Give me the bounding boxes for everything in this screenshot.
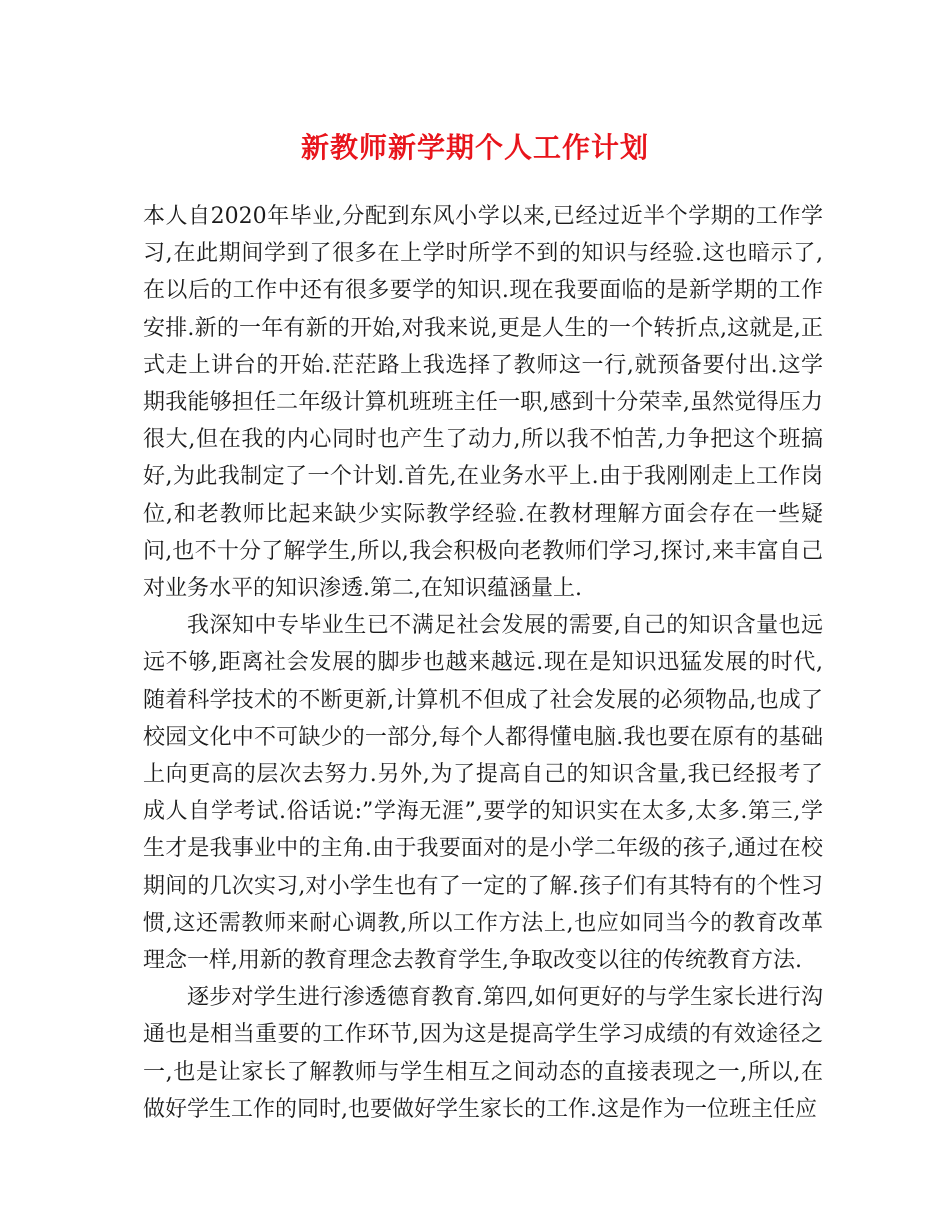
paragraph-1: 本人自2020年毕业,分配到东风小学以来,已经过近半个学期的工作学习,在此期间学到了很多在上学时所学不到的知识与经验.这也暗示了,在以后的工作中还有很多要学的知识.现在我要面临的是新学期的工作安排.新的一年有新的开始,对我来说,更是人生的一个转折点,这就是,正式走上讲台的开始.茫茫路上我选择了教师这一行,就预备要付出.这学期我能够担任二年级计算机班班主任一职,感到十分荣幸,虽然觉得压力很大,但在我的内心同时也产生了动力,所以我不怕苦,力争把这个班搞好,为此我制定了一个计划.首先,在业务水平上.由于我刚刚走上工作岗位,和老教师比起来缺少实际教学经验.在教材理解方面会存在一些疑问,也不十分了解学生,所以,我会积极向老教师们学习,探讨,来丰富自己对业务水平的知识渗透.第二,在知识蕴涵量上. [143, 204, 823, 602]
document-title: 新教师新学期个人工作计划 [300, 131, 649, 164]
paragraph-3: 逐步对学生进行渗透德育教育.第四,如何更好的与学生家长进行沟通也是相当重要的工作环节,因为这是提高学生学习成绩的有效途径之一,也是让家长了解教师与学生相互之间动态的直接表现之一,所以,在做好学生工作的同时,也要做好学生家长的工作.这是作为一位班主任应 [143, 985, 823, 1122]
document-body [143, 198, 823, 1128]
paragraph-2: 我深知中专毕业生已不满足社会发展的需要,自己的知识含量也远远不够,距离社会发展的脚步也越来越远.现在是知识迅猛发展的时代,随着科学技术的不断更新,计算机不但成了社会发展的必须物品,也成了校园文化中不可缺少的一部分,每个人都得懂电脑.我也要在原有的基础上向更高的层次去努力.另外,为了提高自己的知识含量,我已经报考了成人自学考试.俗话说:”学海无涯”,要学的知识实在太多,太多.第三,学生才是我事业中的主角.由于我要面对的是小学二年级的孩子,通过在校期间的几次实习,对小学生也有了一定的了解.孩子们有其特有的个性习惯,这还需教师来耐心调教,所以工作方法上,也应如同当今的教育改革理念一样,用新的教育理念去教育学生,争取改变以往的传统教育方法. [143, 613, 823, 974]
